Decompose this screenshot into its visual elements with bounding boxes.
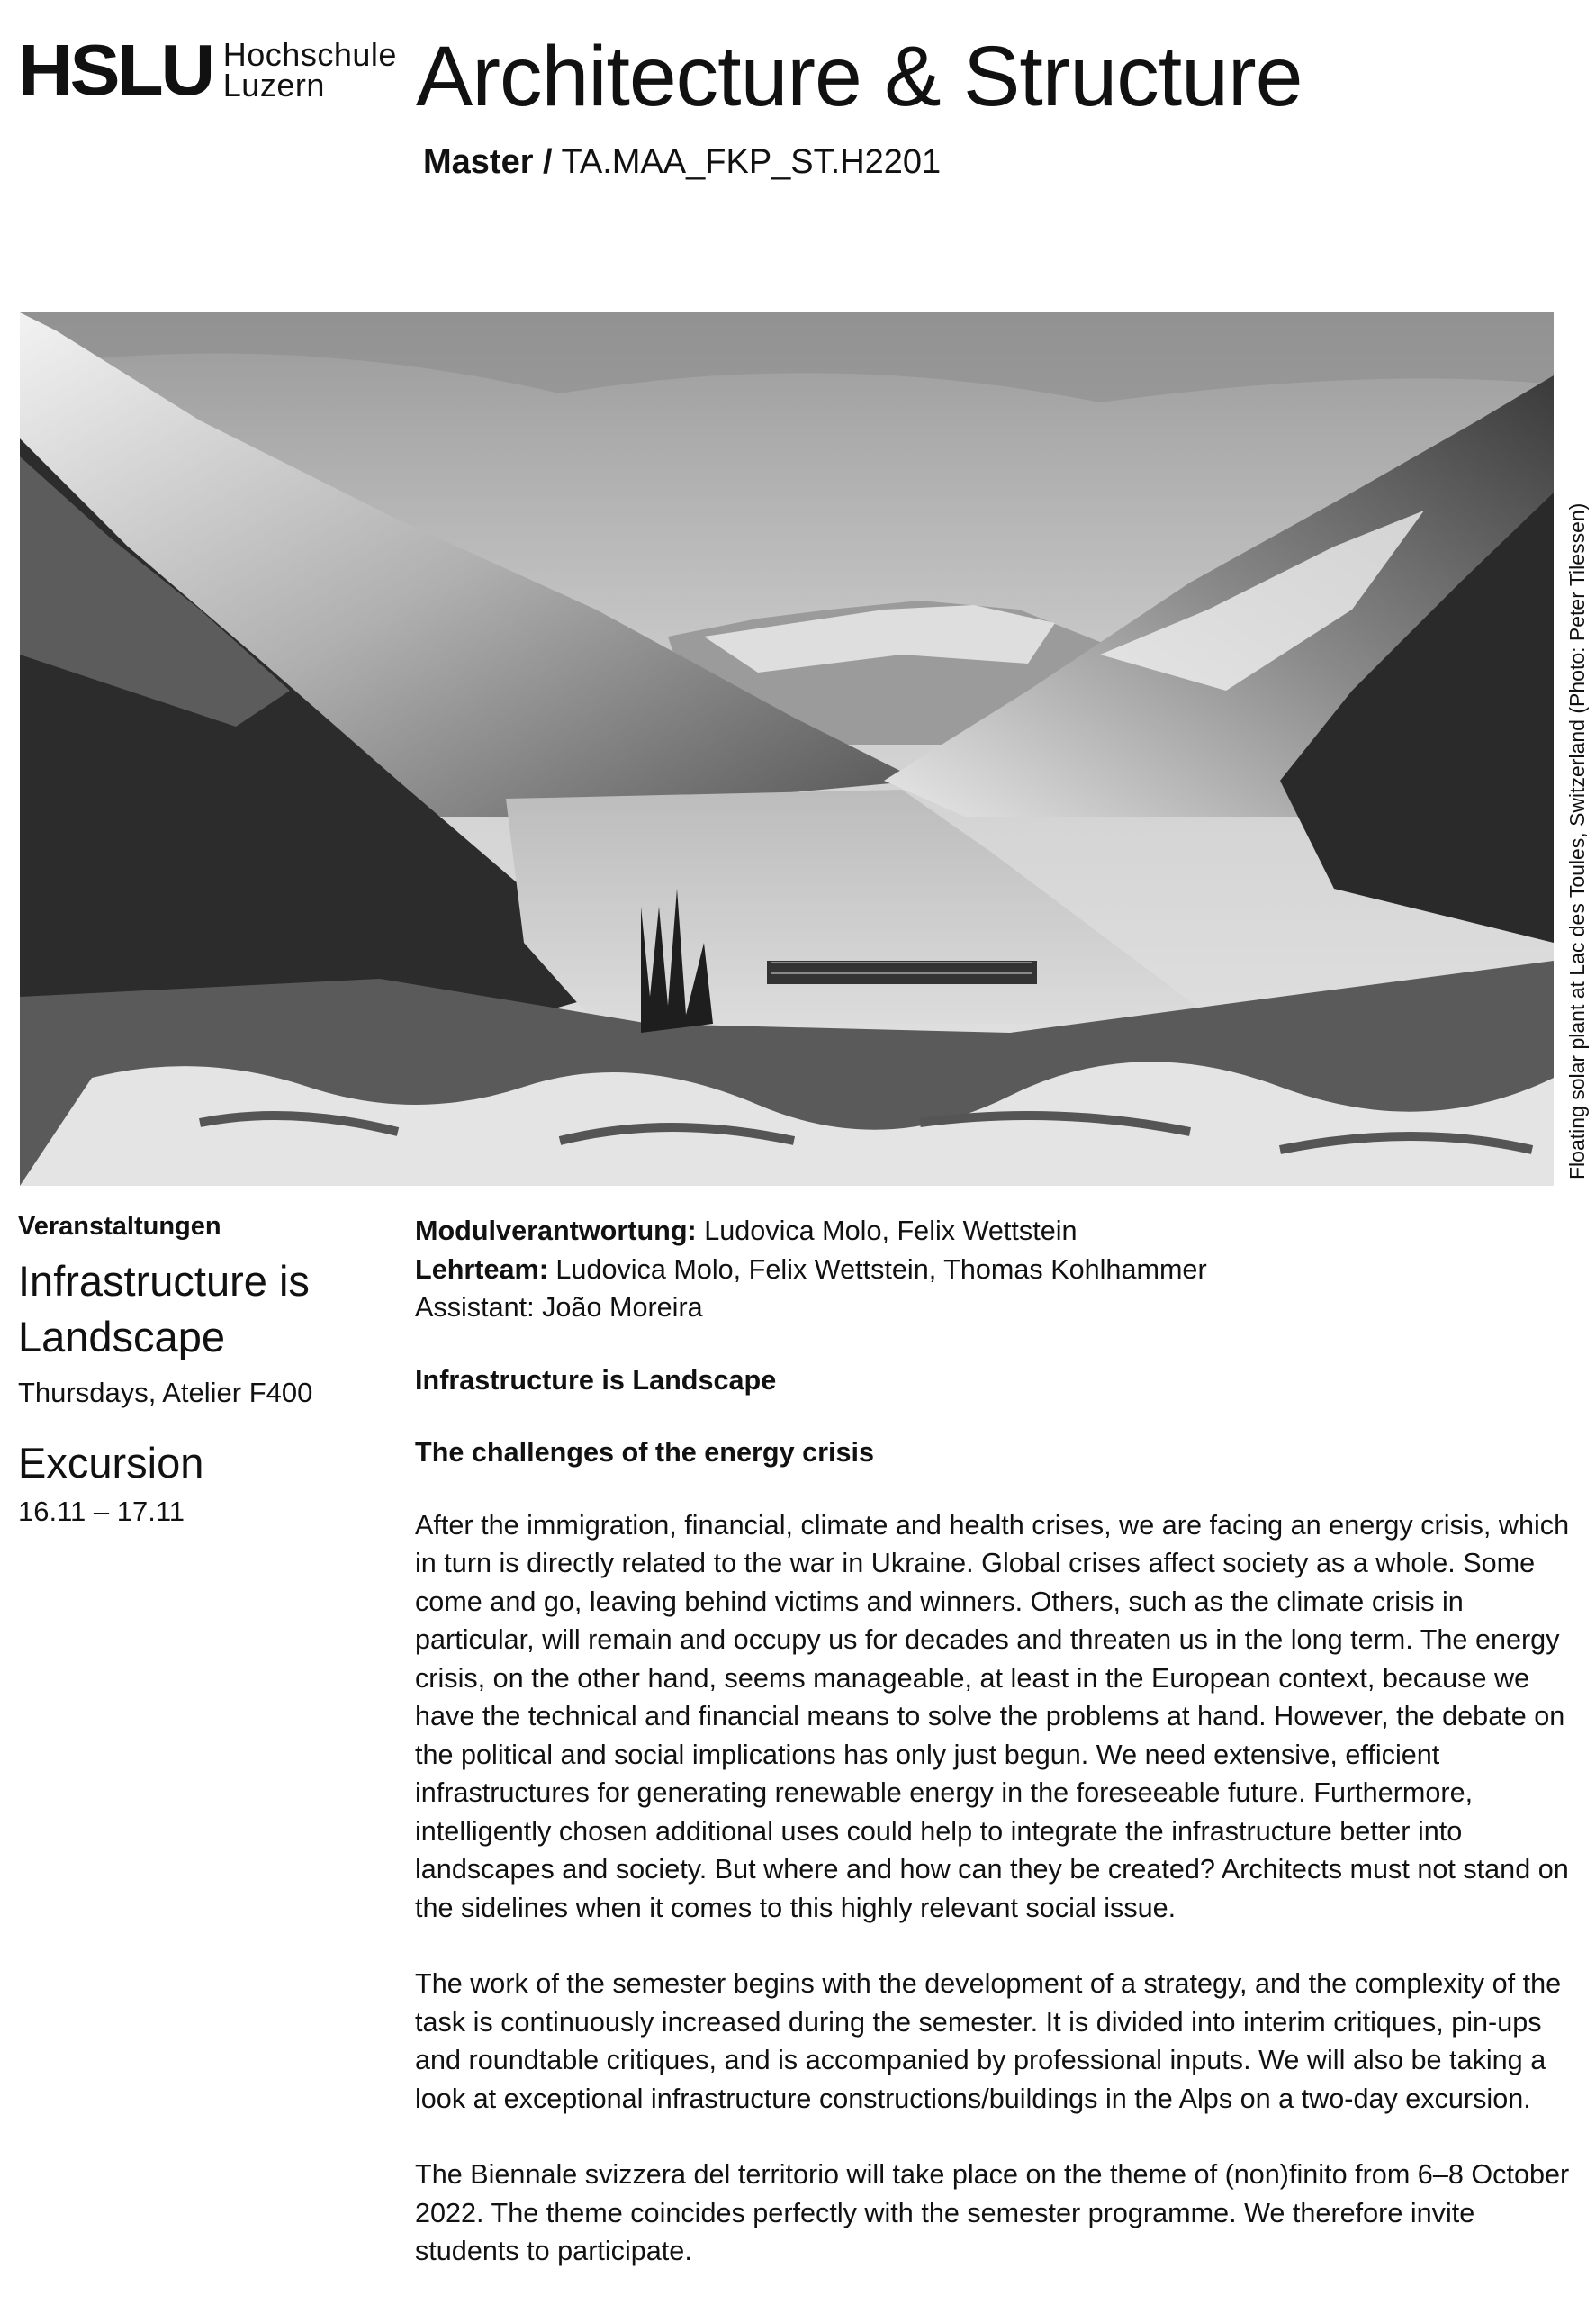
team-label: Lehrteam: — [415, 1253, 548, 1285]
course-title: Infrastructure is Landscape — [18, 1257, 310, 1360]
logo-subtitle — [222, 36, 397, 104]
landscape-illustration — [20, 312, 1554, 1186]
events-label: Veranstaltungen — [18, 1212, 221, 1241]
logo-line-2: Luzern — [222, 67, 325, 104]
teaching-team — [415, 1251, 1576, 1289]
landscape-photo — [20, 312, 1554, 1186]
page-subtitle — [423, 141, 941, 183]
heading-1 — [415, 1361, 1576, 1400]
excursion-title: Excursion — [18, 1439, 204, 1487]
module-value: Ludovica Molo, Felix Wettstein — [704, 1216, 1078, 1246]
assistant: Assistant: João Moreira — [415, 1292, 703, 1323]
course-time: Thursdays, Atelier F400 — [18, 1377, 313, 1408]
subtitle-program: Master / — [423, 143, 553, 181]
team-value: Ludovica Molo, Felix Wettstein, Thomas Kohlhammer — [555, 1253, 1207, 1285]
logo-wordmark: HSLU — [18, 30, 213, 110]
module-responsibility — [415, 1212, 1576, 1251]
excursion-date: 16.11 – 17.11 — [18, 1496, 185, 1527]
hslu-logo — [18, 30, 397, 110]
sidebar — [18, 1208, 396, 1531]
subtitle-code: TA.MAA_FKP_ST.H2201 — [561, 143, 942, 181]
photo-caption-text: Floating solar plant at Lac des Toules, Switzerland (Photo: Peter Tilessen) — [1565, 502, 1589, 1180]
logo-line-1: Hochschule — [222, 36, 397, 73]
page-title: Architecture & Structure — [416, 29, 1303, 124]
paragraph-1: After the immigration, financial, climate and health crises, we are facing an energy crisis, which in turn is directly related to the war in Ukraine. Global crises affect society as a whole. Some come and go, leaving behind victims and winners. Others, such as the climate crisis in particular, will remain and occupy us for decades and threaten us in the long term. The energy crisis, on the other hand, seems manageable, at least in the European context, because we have the technical and financial means to solve the problems at hand. However, the debate on the political and social implications has only just begun. We need extensive, efficient infrastructures for generating renewable energy in the foreseeable future. Furthermore, intelligently chosen additional uses could help to integrate the infrastructure better into landscapes and society. But where and how can they be created? Architects must not stand on the sidelines when it comes to this highly relevant social issue. — [415, 1509, 1570, 1923]
heading-2 — [415, 1433, 1576, 1472]
module-label: Modulverantwortung: — [415, 1216, 697, 1246]
paragraph-2: The work of the semester begins with the development of a strategy, and the complexity of the task is continuously increased during the semester. It is divided into interim critiques, pin-ups and roundtable critiques, and is accompanied by professional inputs. We will also be taking a look at exceptional infrastructure constructions/buildings in the Alps on a two-day excursion. — [415, 1968, 1562, 2114]
heading-2-text: The challenges of the energy crisis — [415, 1437, 875, 1468]
heading-1-text: Infrastructure is Landscape — [415, 1364, 777, 1396]
main-content — [415, 1212, 1576, 2271]
paragraph-3: The Biennale svizzera del territorio will take place on the theme of (non)finito from 6–8 October 2022. The theme coincides perfectly with the semester programme. We therefore invite students to participate. — [415, 2159, 1570, 2266]
